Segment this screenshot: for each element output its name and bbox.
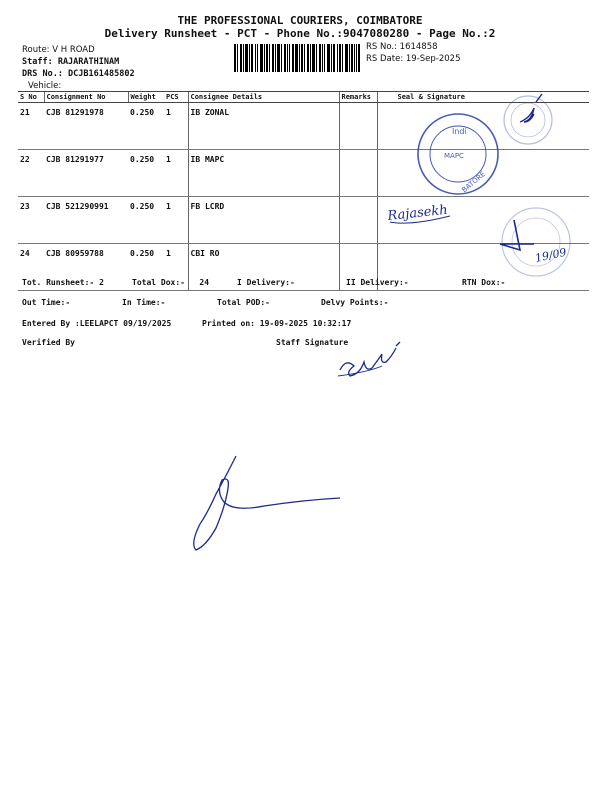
cell-consignee: IB MAPC bbox=[188, 150, 339, 197]
total-dox: Total Dox:- 24 bbox=[132, 278, 210, 287]
col-seal: Seal & Signature bbox=[377, 92, 589, 103]
stamp-text-mid: MAPC bbox=[444, 152, 464, 160]
signature-mark-icon bbox=[500, 220, 534, 250]
cell-consignee: IB ZONAL bbox=[188, 103, 339, 150]
date-row-24: 19/09 bbox=[533, 245, 568, 265]
stamp-text-top: Indi bbox=[452, 127, 467, 136]
out-time: Out Time:- bbox=[22, 298, 71, 307]
cell-remarks bbox=[339, 150, 377, 197]
verifier-signature-icon bbox=[188, 452, 368, 556]
cell-remarks bbox=[339, 197, 377, 244]
cell-pcs: 1 bbox=[164, 197, 188, 244]
cell-consignment: CJB 521290991 bbox=[44, 197, 128, 244]
cell-pcs: 1 bbox=[164, 150, 188, 197]
rs-number: RS No.: 1614858 bbox=[366, 42, 438, 52]
cell-weight: 0.250 bbox=[128, 197, 164, 244]
drs-number: DRS No.: DCJB161485802 bbox=[22, 69, 135, 79]
tot-runsheet: Tot. Runsheet:- 2 bbox=[22, 278, 104, 287]
col-remarks: Remarks bbox=[339, 92, 377, 103]
cell-sno: 21 bbox=[18, 103, 44, 150]
col-pcs: PCS bbox=[164, 92, 188, 103]
cell-pcs: 1 bbox=[164, 103, 188, 150]
barcode-image bbox=[234, 44, 360, 72]
company-title: THE PROFESSIONAL COURIERS, COIMBATORE bbox=[177, 14, 423, 27]
faint-stamp-icon bbox=[502, 208, 570, 276]
seal-signature-overlay bbox=[380, 92, 590, 282]
cell-weight: 0.250 bbox=[128, 150, 164, 197]
cell-consignee: FB LCRD bbox=[188, 197, 339, 244]
cell-consignment: CJB 80959788 bbox=[44, 244, 128, 291]
cell-consignee: CBI RO bbox=[188, 244, 339, 291]
vehicle-label: Vehicle: bbox=[28, 81, 62, 91]
route-label: Route: V H ROAD bbox=[22, 45, 95, 55]
runsheet-title: Delivery Runsheet - PCT - Phone No.:9047080280 - Page No.:2 bbox=[104, 27, 496, 40]
printed-on: Printed on: 19-09-2025 10:32:17 bbox=[202, 319, 352, 328]
entered-by: Entered By :LEELAPCT 09/19/2025 bbox=[22, 319, 172, 328]
col-weight: Weight bbox=[128, 92, 164, 103]
rtn-dox: RTN Dox:- bbox=[462, 278, 506, 287]
cell-weight: 0.250 bbox=[128, 103, 164, 150]
in-time: In Time:- bbox=[122, 298, 166, 307]
delvy-points: Delvy Points:- bbox=[321, 298, 389, 307]
office-stamp-icon bbox=[418, 114, 498, 194]
cell-weight: 0.250 bbox=[128, 244, 164, 291]
col-sno: S No bbox=[18, 92, 44, 103]
cell-pcs: 1 bbox=[164, 244, 188, 291]
total-pod: Total POD:- bbox=[217, 298, 270, 307]
col-consignee: Consignee Details bbox=[188, 92, 339, 103]
col-consignment: Consignment No bbox=[44, 92, 128, 103]
verified-by-label: Verified By bbox=[22, 338, 75, 347]
cell-sno: 24 bbox=[18, 244, 44, 291]
i-delivery: I Delivery:- bbox=[237, 278, 295, 287]
cell-remarks bbox=[339, 103, 377, 150]
cell-consignment: CJB 81291978 bbox=[44, 103, 128, 150]
signature-row-23: Rajasekh bbox=[386, 202, 449, 224]
staff-label: Staff: RAJARATHINAM bbox=[22, 57, 120, 67]
cell-sno: 23 bbox=[18, 197, 44, 244]
cell-sno: 22 bbox=[18, 150, 44, 197]
staff-signature-label: Staff Signature bbox=[276, 338, 349, 347]
cell-consignment: CJB 81291977 bbox=[44, 150, 128, 197]
ii-delivery: II Delivery:- bbox=[346, 278, 409, 287]
signature-mark-icon bbox=[520, 94, 542, 122]
staff-signature-icon bbox=[334, 340, 414, 382]
stamp-text-bottom: BATORE bbox=[460, 170, 488, 195]
rs-date: RS Date: 19-Sep-2025 bbox=[366, 54, 461, 64]
